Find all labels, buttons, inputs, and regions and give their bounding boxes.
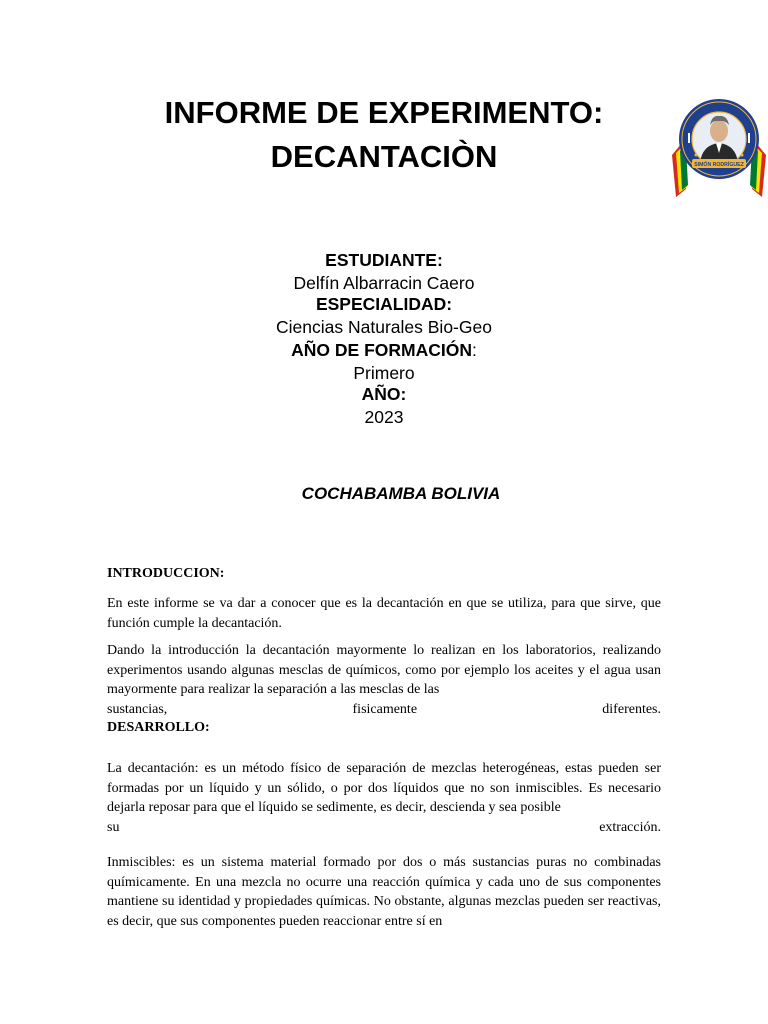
word: fisicamente <box>352 701 418 717</box>
word: extracción. <box>599 819 661 835</box>
formation-year-value: Primero <box>353 363 415 383</box>
city-line: COCHABAMBA BOLIVIA <box>301 484 501 503</box>
document-title-line-2: DECANTACIÒN <box>270 139 498 174</box>
student-name: Delfín Albarracin Caero <box>293 273 475 293</box>
desarrollo-paragraph-2: Inmiscibles: es un sistema material formado por dos o más sustancias puras no combinadas químicamente. En una mezcla no ocurre una reacción química y cada uno de sus componentes mantiene su identidad y propiedades químicas. No obstante, algunas mezclas pueden ser reactivas, es decir, que sus componentes pueden reaccionar entre sí en <box>107 855 661 929</box>
intro-paragraph-2 <box>107 641 661 719</box>
formation-year-line <box>200 342 568 360</box>
formation-year-label: AÑO DE FORMACIÓN <box>291 340 472 360</box>
word: diferentes. <box>602 701 661 717</box>
desarrollo-paragraph-1-last-line <box>107 818 661 838</box>
formation-year-colon: : <box>471 340 477 360</box>
document-title-line-1: INFORME DE EXPERIMENTO: <box>164 95 604 130</box>
intro-heading: INTRODUCCION: <box>107 566 225 581</box>
word: su <box>107 819 120 835</box>
svg-text:SIMÓN RODRÍGUEZ: SIMÓN RODRÍGUEZ <box>694 162 744 168</box>
word: sustancias, <box>107 701 168 717</box>
year-label: AÑO: <box>361 384 407 404</box>
intro-paragraph-1: En este informe se va dar a conocer que es la decantación en que se utiliza, para que sirve, que función cumple la decantación. <box>107 596 661 631</box>
desarrollo-paragraph-1 <box>107 759 661 837</box>
specialty-label: ESPECIALIDAD: <box>315 294 453 314</box>
year-value: 2023 <box>364 407 404 427</box>
specialty-value: Ciencias Naturales Bio-Geo <box>276 317 492 337</box>
desarrollo-paragraph-1-text: La decantación: es un método físico de separación de mezclas heterogéneas, estas pueden ser formadas por un líquido y un sólido, o por dos líquidos que no son inmiscibles. Es necesario dejarla reposar para que el líquido se sedimente, es decir, descienda y sea posible <box>107 761 661 815</box>
institution-seal-logo <box>672 93 766 197</box>
student-label: ESTUDIANTE: <box>325 250 443 270</box>
desarrollo-heading: DESARROLLO: <box>107 720 210 735</box>
intro-paragraph-2-last-line <box>107 700 661 720</box>
intro-paragraph-2-text: Dando la introducción la decantación mayormente lo realizan en los laboratorios, realizando experimentos usando algunas mesclas de químicos, como por ejemplo los aceites y el agua usan mayormente para realizar la separación a las mesclas de las <box>107 643 661 697</box>
